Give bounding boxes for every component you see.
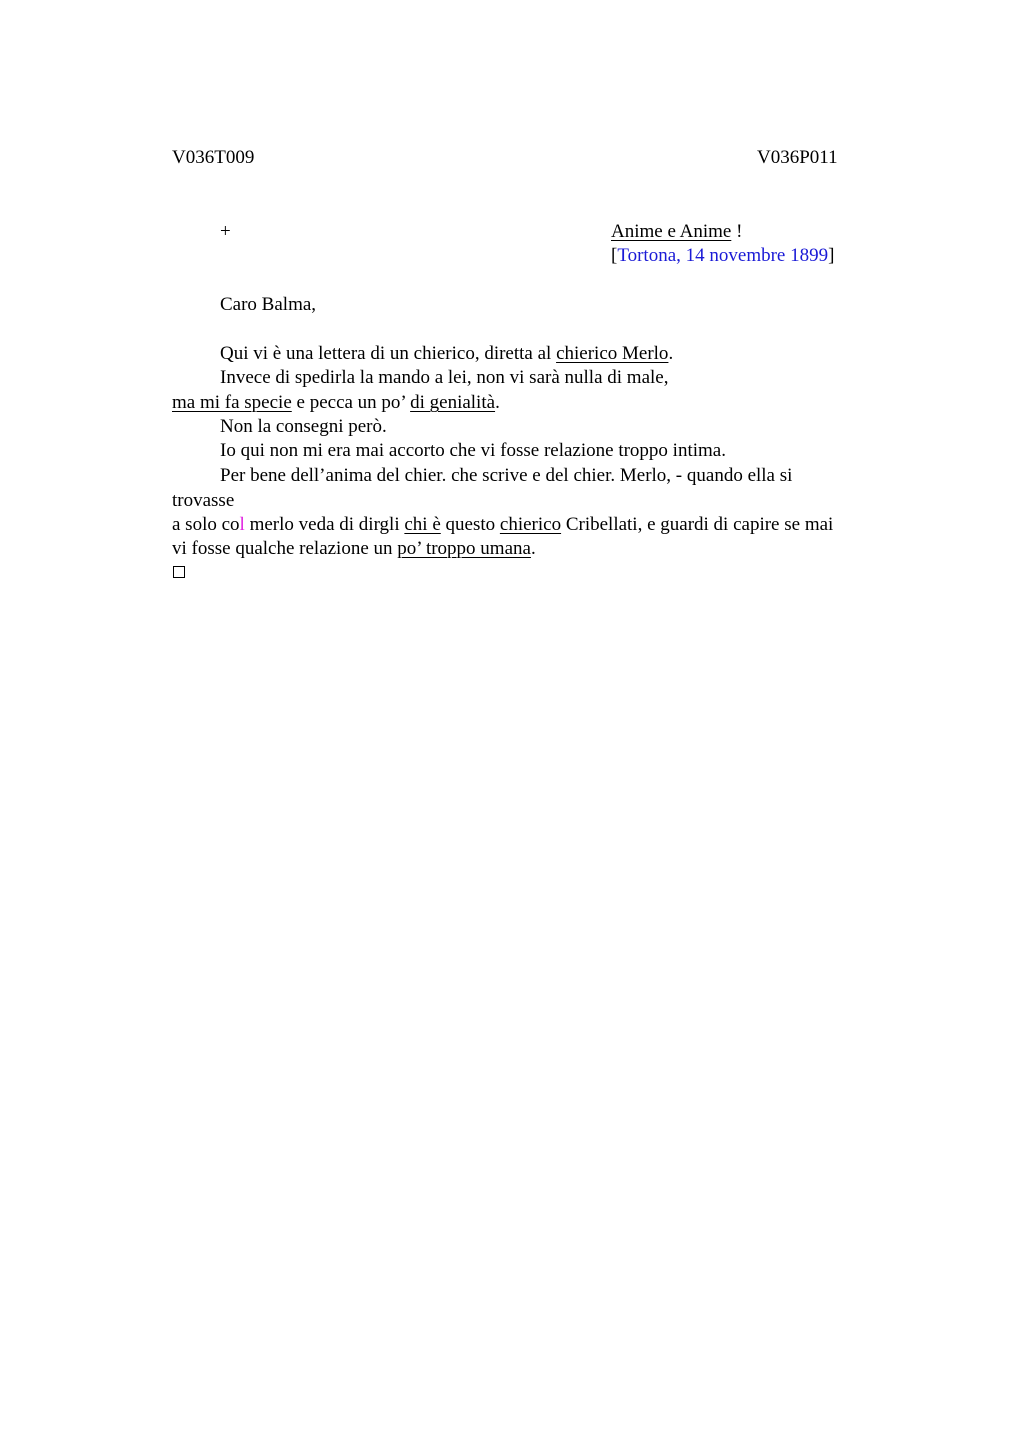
body-text: a solo co [172,514,240,535]
underlined-text: ma mi fa specie [172,392,292,413]
body-line-1 [220,342,673,366]
body-line-6: Per bene dell’anima del chier. che scrive e del chier. Merlo, - quando ella si [220,465,793,486]
cross-symbol: + [220,221,231,242]
body-text: vi fosse qualche relazione un [172,538,398,559]
underlined-text: chi è [404,514,441,535]
underlined-text: chierico Merlo [556,343,669,364]
body-line-2: Invece di spedirla la mando a lei, non vi sarà nulla di male, [220,367,669,388]
body-line-8 [172,513,833,537]
body-text: questo [440,514,500,535]
date-bracket-open: [ [611,245,618,266]
date-bracket-close: ] [828,245,835,266]
body-line-5: Io qui non mi era mai accorto che vi fosse relazione troppo intima. [220,440,726,461]
body-text: . [668,343,674,364]
underlined-text: po’ troppo umana [397,538,531,559]
body-line-4: Non la consegni però. [220,416,387,437]
body-text: Qui vi è una lettera di un chierico, diretta al [220,343,557,364]
body-line-9 [172,537,536,561]
document-code-right: V036P011 [757,147,838,168]
body-text: . [495,392,500,413]
salutation: Caro Balma, [220,294,317,315]
date-text: Tortona, 14 novembre 1899 [617,245,829,266]
body-line-7: trovasse [172,490,235,511]
letter-title-suffix: ! [731,221,743,242]
underlined-text: di genialità [410,392,496,413]
letter-title-underlined: Anime e Anime [611,221,732,242]
letter-date [611,244,834,268]
document-code-left: V036T009 [172,147,255,168]
body-text: . [530,538,536,559]
body-line-3 [172,391,500,415]
underlined-text: chierico [499,514,562,535]
body-text: merlo veda di dirgli [244,514,405,535]
correction-mark: l [239,514,245,535]
letter-title [611,220,742,244]
end-of-letter-box-icon [173,566,185,578]
body-text: Cribellati, e guardi di capire se mai [561,514,834,535]
body-text: e pecca un po’ [291,392,411,413]
